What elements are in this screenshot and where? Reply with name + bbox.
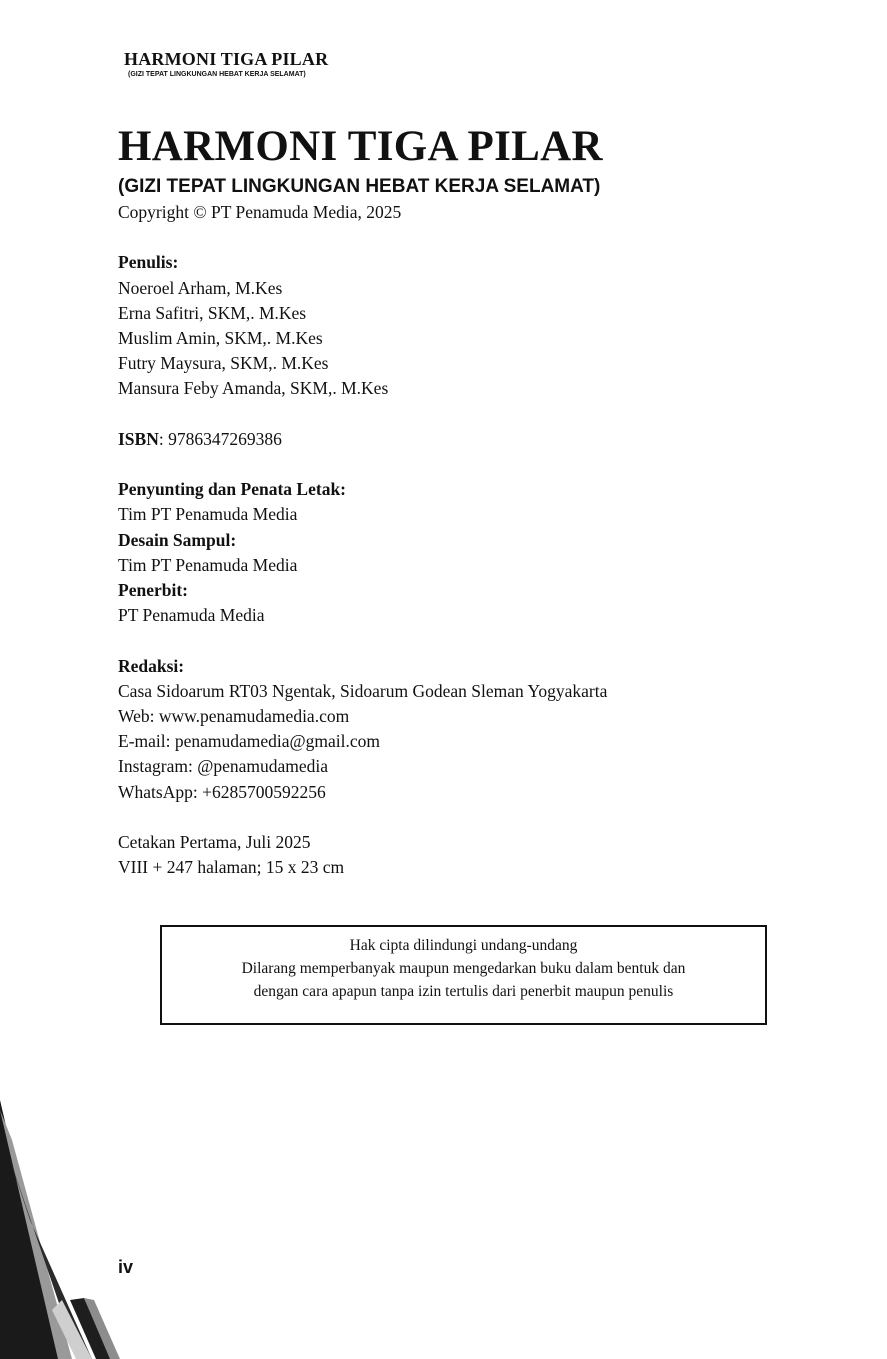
isbn-label: ISBN [118, 428, 159, 449]
author-name: Futry Maysura, SKM,. M.Kes [118, 353, 329, 374]
redaksi-instagram: Instagram: @penamudamedia [118, 756, 328, 777]
copyright-notice-box [160, 925, 767, 1025]
editor-value: Tim PT Penamuda Media [118, 504, 298, 525]
redaksi-label: Redaksi: [118, 655, 185, 676]
author-name: Noeroel Arham, M.Kes [118, 277, 283, 298]
publisher-value: PT Penamuda Media [118, 605, 265, 626]
running-header [124, 48, 328, 79]
author-name: Muslim Amin, SKM,. M.Kes [118, 328, 323, 348]
notice-line: dengan cara apapun tanpa izin tertulis dari penerbit maupun penulis [253, 983, 674, 1000]
copyright-line: Copyright © PT Penamuda Media, 2025 [118, 202, 402, 222]
notice-line: Hak cipta dilindungi undang-undang [349, 937, 578, 954]
book-subtitle: (GIZI TEPAT LINGKUNGAN HEBAT KERJA SELAMAT) [118, 176, 601, 197]
cover-design-value: Tim PT Penamuda Media [118, 554, 298, 575]
corner-decoration [0, 1100, 130, 1359]
isbn-line [118, 427, 778, 452]
publisher-label: Penerbit: [118, 580, 188, 600]
redaksi-whatsapp: WhatsApp: +6285700592256 [118, 781, 326, 802]
redaksi-address: Casa Sidoarum RT03 Ngentak, Sidoarum Godean Sleman Yogyakarta [118, 680, 608, 701]
redaksi-email: E-mail: penamudamedia@gmail.com [118, 731, 381, 752]
author-name: Erna Safitri, SKM,. M.Kes [118, 302, 307, 323]
authors-label: Penulis: [118, 252, 179, 273]
page-count: VIII + 247 halaman; 15 x 23 cm [118, 857, 345, 878]
editor-label: Penyunting dan Penata Letak: [118, 479, 347, 500]
book-title: HARMONI TIGA PILAR [118, 123, 603, 170]
running-header-title: HARMONI TIGA PILAR [124, 49, 329, 69]
imprint-content [118, 122, 778, 880]
printing-edition: Cetakan Pertama, Juli 2025 [118, 832, 311, 852]
page-number: iv [118, 1257, 134, 1277]
author-name: Mansura Feby Amanda, SKM,. M.Kes [118, 378, 389, 399]
notice-line: Dilarang memperbanyak maupun mengedarkan buku dalam bentuk dan [241, 960, 686, 977]
cover-design-label: Desain Sampul: [118, 529, 237, 550]
running-header-subtitle: (GIZI TEPAT LINGKUNGAN HEBAT KERJA SELAMAT) [128, 71, 306, 78]
isbn-value: : 9786347269386 [158, 428, 282, 449]
redaksi-web: Web: www.penamudamedia.com [118, 706, 350, 726]
